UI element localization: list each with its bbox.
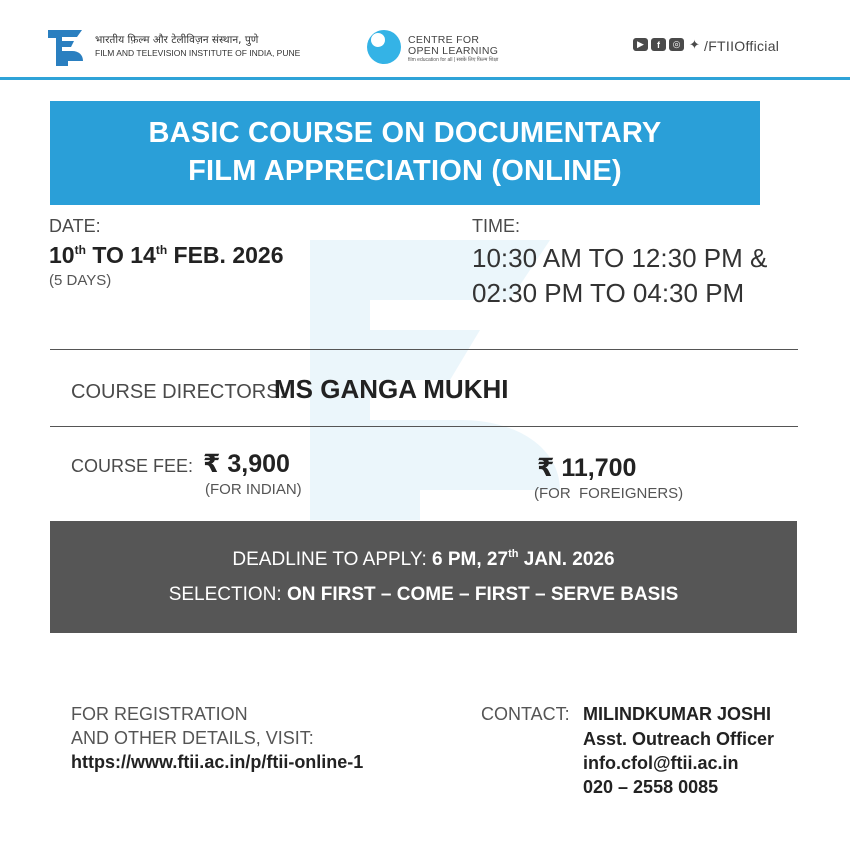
fee-indian-note: (FOR INDIAN) <box>205 481 302 498</box>
divider <box>50 349 798 350</box>
contact-designation: Asst. Outreach Officer <box>583 729 775 749</box>
date-month-year: FEB. 2026 <box>173 242 284 268</box>
time-line1: 10:30 AM TO 12:30 PM & <box>472 243 768 273</box>
date-end-day: 14 <box>130 242 156 268</box>
deadline-value <box>432 549 615 570</box>
ftii-name-english: FILM AND TELEVISION INSTITUTE OF INDIA, PUNE <box>95 48 301 58</box>
date-value <box>49 242 284 269</box>
ftii-name-hindi: भारतीय फ़िल्म और टेलीविज़न संस्थान, पुणे <box>95 34 259 46</box>
deadline-value-suffix: th <box>508 548 519 560</box>
time-label: TIME: <box>472 216 520 236</box>
date-to: TO <box>92 242 124 268</box>
selection-label: SELECTION: <box>168 584 282 605</box>
contact-label: CONTACT: <box>481 704 570 724</box>
date-label: DATE: <box>49 216 101 236</box>
fee-indian-amount: ₹ 3,900 <box>203 450 290 478</box>
contact-phone[interactable]: 020 – 2558 0085 <box>583 777 719 797</box>
time-line2: 02:30 PM TO 04:30 PM <box>472 278 745 308</box>
selection-line <box>50 584 797 606</box>
youtube-icon[interactable]: ▶ <box>633 38 648 51</box>
facebook-icon[interactable]: f <box>651 38 666 51</box>
col-tagline: film education for all | सबके लिए फ़िल्म शिक्षा <box>408 57 499 63</box>
directors-label: COURSE DIRECTORS: <box>71 381 286 403</box>
contact-email[interactable]: info.cfol@ftii.ac.in <box>583 753 739 773</box>
course-title-line1: BASIC COURSE ON DOCUMENTARY <box>148 117 662 149</box>
deadline-box <box>50 521 797 633</box>
instagram-icon[interactable]: ◎ <box>669 38 684 51</box>
registration-line2: AND OTHER DETAILS, VISIT: <box>71 728 314 748</box>
fee-foreign-amount: ₹ 11,700 <box>537 454 637 482</box>
deadline-line <box>50 548 797 571</box>
col-name-line1: CENTRE FOR <box>408 34 480 46</box>
registration-link[interactable]: https://www.ftii.ac.in/p/ftii-online-1 <box>71 752 364 772</box>
date-start-day: 10 <box>49 242 75 268</box>
deadline-value-prefix: 6 PM, 27 <box>432 549 509 570</box>
deadline-value-rest: JAN. 2026 <box>523 549 615 570</box>
registration-line1: FOR REGISTRATION <box>71 704 248 724</box>
twitter-icon[interactable]: ✦ <box>689 36 700 52</box>
fee-foreign-note: (FOR FOREIGNERS) <box>534 485 684 502</box>
directors-value: MS GANGA MUKHI <box>274 374 509 404</box>
col-name-line2: OPEN LEARNING <box>408 45 499 57</box>
contact-name: MILINDKUMAR JOSHI <box>583 704 771 724</box>
date-end-suffix: th <box>155 243 168 257</box>
course-title-line2: FILM APPRECIATION (ONLINE) <box>188 155 622 187</box>
divider <box>50 426 798 427</box>
date-start-suffix: th <box>74 243 86 257</box>
date-duration: (5 DAYS) <box>49 272 112 289</box>
social-handle[interactable]: /FTIIOfficial <box>704 38 780 54</box>
fee-label: COURSE FEE: <box>71 456 194 476</box>
selection-value: ON FIRST – COME – FIRST – SERVE BASIS <box>286 584 679 605</box>
deadline-label: DEADLINE TO APPLY: <box>232 549 427 570</box>
